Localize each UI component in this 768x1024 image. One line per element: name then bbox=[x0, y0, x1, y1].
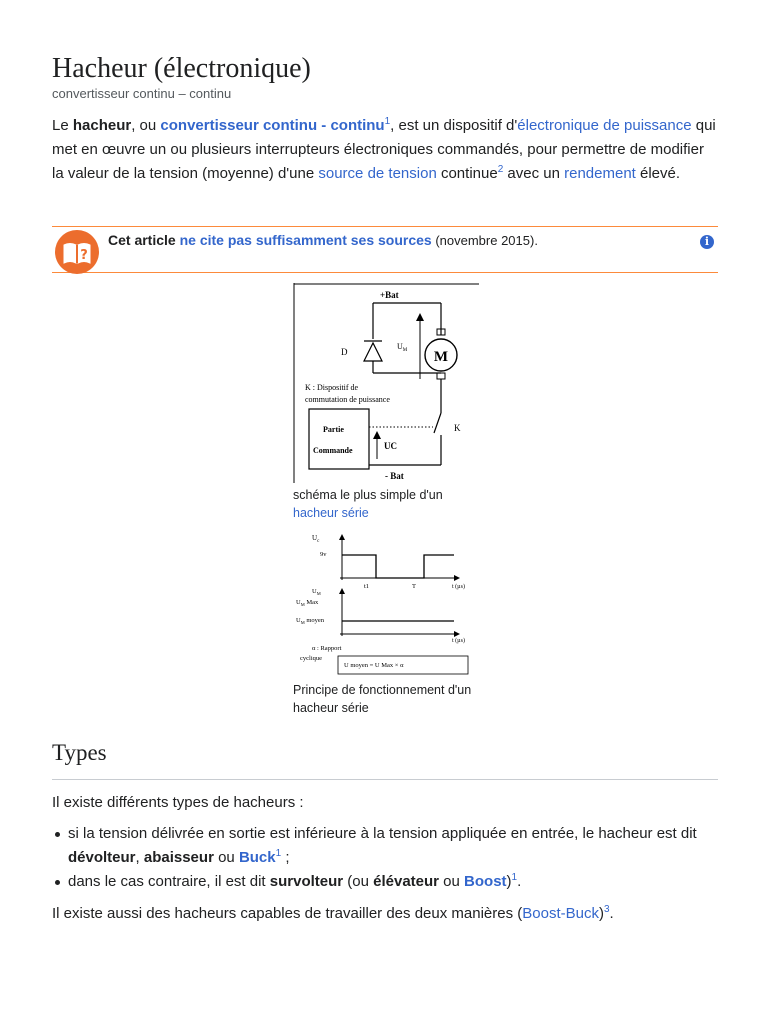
label-bat-minus: - Bat bbox=[385, 471, 404, 481]
link-buck[interactable]: Buck bbox=[238, 849, 276, 866]
intro-text: , ou bbox=[131, 117, 161, 134]
label-t1: t1 bbox=[364, 583, 370, 590]
term-elevateur: élévateur bbox=[373, 873, 440, 890]
ref-1[interactable]: 1 bbox=[384, 116, 391, 127]
page-subtitle: convertisseur continu – continu bbox=[52, 86, 232, 101]
notice-prefix: Cet article bbox=[108, 232, 180, 248]
ref-3[interactable]: 3 bbox=[603, 904, 610, 915]
link-convertisseur[interactable]: convertisseur continu - continu bbox=[160, 117, 385, 134]
sources-notice bbox=[52, 226, 718, 273]
label-T: T bbox=[412, 583, 416, 590]
page-title: Hacheur (électronique) bbox=[52, 53, 311, 84]
outro-text: ) bbox=[598, 905, 604, 922]
term-abaisseur: abaisseur bbox=[143, 849, 214, 866]
list-text: , bbox=[135, 849, 144, 866]
figure1-caption bbox=[293, 486, 479, 522]
intro-text: continue bbox=[436, 165, 498, 182]
label-t-us: t (µs) bbox=[452, 584, 465, 590]
link-ne-cite-pas[interactable]: ne cite pas suffisamment ses sources bbox=[179, 232, 432, 248]
list-item bbox=[52, 822, 718, 870]
label-alpha: α : Rapport bbox=[312, 645, 342, 652]
list-text: ; bbox=[281, 849, 290, 866]
types-intro: Il existe différents types de hacheurs : bbox=[52, 794, 304, 811]
intro-text: élevé. bbox=[635, 165, 681, 182]
figure2-caption: Principe de fonctionnement d'un hacheur série bbox=[293, 683, 472, 715]
timing-diagram[interactable] bbox=[292, 532, 474, 678]
link-boost[interactable]: Boost bbox=[464, 873, 507, 890]
intro-bold-term: hacheur bbox=[72, 117, 132, 134]
info-icon[interactable]: i bbox=[700, 235, 714, 249]
label-9v: 9v bbox=[320, 551, 327, 558]
list-text: ) bbox=[506, 873, 512, 890]
list-text: si la tension délivrée en sortie est inférieure à la tension appliquée en entrée, le hacheur est dit bbox=[68, 825, 697, 842]
label-uc: UC bbox=[384, 441, 397, 451]
link-rendement[interactable]: rendement bbox=[564, 165, 636, 182]
list-text: (ou bbox=[343, 873, 374, 890]
label-uc: $U_c$ bbox=[312, 534, 320, 544]
label-bat-plus: +Bat bbox=[380, 290, 399, 300]
intro-text: avec un bbox=[503, 165, 565, 182]
list-text: . bbox=[517, 873, 522, 890]
section-heading-types: Types bbox=[52, 740, 107, 765]
list-text: ou bbox=[439, 873, 465, 890]
types-list bbox=[52, 822, 718, 894]
link-boost-buck[interactable]: Boost-Buck bbox=[522, 905, 599, 922]
ref-1[interactable]: 1 bbox=[511, 872, 518, 883]
label-um: $U_M$ bbox=[397, 342, 408, 353]
outro-text: . bbox=[609, 905, 614, 922]
book-question-icon bbox=[55, 230, 99, 274]
figure1-caption-text: schéma le plus simple d'un bbox=[293, 488, 443, 502]
link-source-de-tension[interactable]: source de tension bbox=[318, 165, 437, 182]
label-motor: M bbox=[433, 349, 449, 365]
label-d: D bbox=[341, 347, 348, 357]
list-text: dans le cas contraire, il est dit bbox=[68, 873, 270, 890]
ref-2[interactable]: 2 bbox=[497, 164, 504, 175]
intro-text: Le bbox=[52, 117, 73, 134]
label-um-moyen: $U_M$ moyen bbox=[296, 617, 325, 625]
intro-text: , est un dispositif d' bbox=[390, 117, 518, 134]
svg-text:?: ? bbox=[80, 248, 88, 263]
label-cyclique: cyclique bbox=[300, 655, 323, 662]
circuit-diagram[interactable] bbox=[293, 283, 479, 483]
section-divider bbox=[52, 779, 718, 780]
label-um-max: $U_M$ Max bbox=[296, 599, 319, 607]
label-k: K bbox=[454, 423, 461, 433]
label-partie: Partie bbox=[323, 425, 344, 434]
ref-1[interactable]: 1 bbox=[275, 848, 282, 859]
label-formula: U moyen = U Max × α bbox=[344, 662, 404, 669]
term-devolteur: dévolteur bbox=[68, 849, 136, 866]
term-survolteur: survolteur bbox=[269, 873, 344, 890]
label-commande: Commande bbox=[313, 446, 353, 455]
outro-text: Il existe aussi des hacheurs capables de travailler des deux manières ( bbox=[52, 905, 523, 922]
label-um: $U_M$ bbox=[312, 588, 321, 596]
intro-text: qui met en œuvre un ou plusieurs interrupteurs électroniques commandés, pour permettre de modifier la valeur de la tension (moyenne) d'une bbox=[52, 117, 716, 182]
notice-text bbox=[108, 232, 538, 248]
list-item bbox=[52, 870, 718, 894]
notice-date: (novembre 2015). bbox=[431, 233, 538, 248]
label-t-us-2: t (µs) bbox=[452, 638, 465, 644]
list-text: ou bbox=[213, 849, 239, 866]
link-electronique-de-puissance[interactable]: électronique de puissance bbox=[517, 117, 692, 134]
label-k-desc-1: K : Dispositif de bbox=[305, 383, 359, 392]
types-outro bbox=[52, 902, 718, 926]
label-k-desc-2: commutation de puissance bbox=[305, 395, 390, 404]
link-hacheur-serie[interactable]: hacheur série bbox=[293, 506, 369, 520]
intro-paragraph bbox=[52, 114, 718, 186]
